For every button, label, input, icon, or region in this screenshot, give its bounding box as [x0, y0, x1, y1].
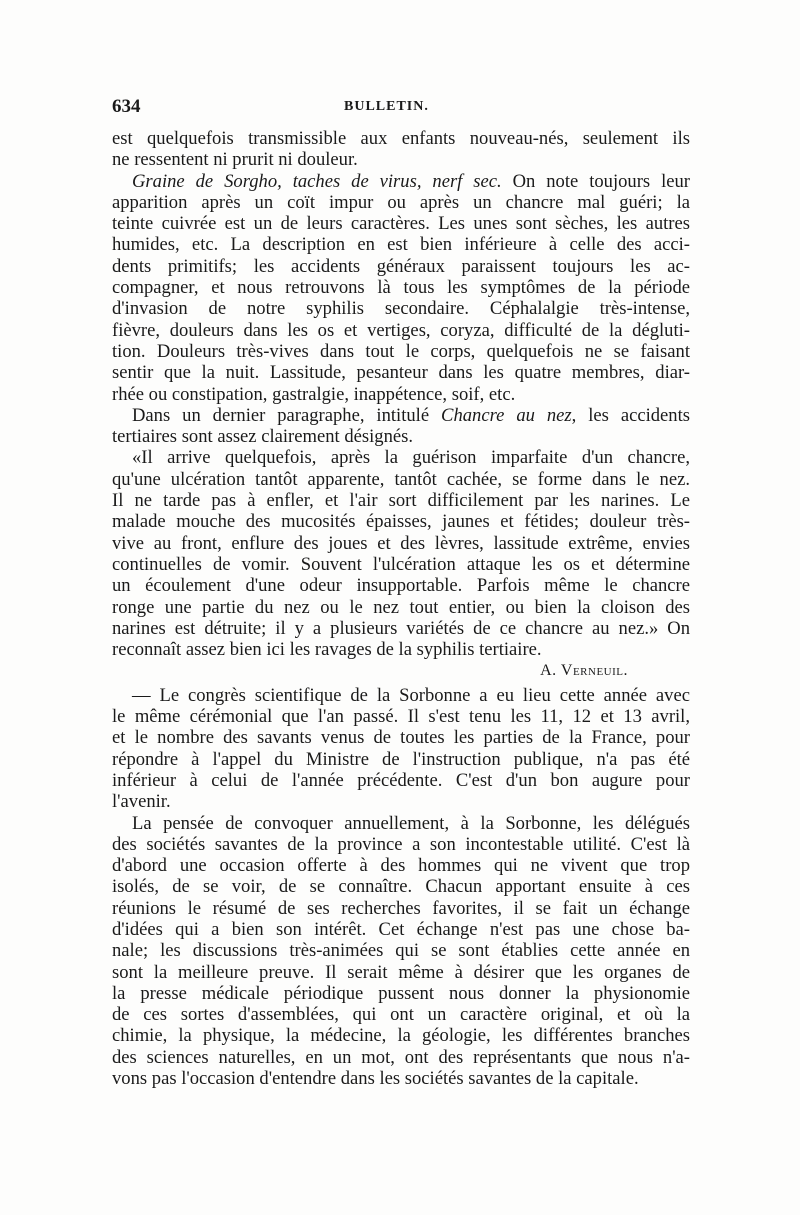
text-line: teinte cuivrée est un de leurs caractères. Les unes sont sèches, les autres: [112, 213, 690, 235]
text-line: le même cérémonial que l'an passé. Il s'est tenu les 11, 12 et 13 avril,: [112, 706, 690, 728]
text-line: chimie, la physique, la médecine, la géologie, les différentes branches: [112, 1025, 690, 1047]
body-text: [112, 128, 690, 1089]
section-sorbonne-congress: [112, 685, 690, 1090]
text-line: narines est détruite; il y a plusieurs variétés de ce chancre au nez.» On: [112, 617, 690, 639]
text-line-italic-lead: Graine de Sorgho, taches de virus, nerf sec. On note toujours leur: [132, 170, 690, 192]
text-line: un écoulement d'une odeur insupportable. Parfois même le chancre: [112, 575, 690, 597]
text-line: nale; les discussions très-animées qui se sont établies cette année en: [112, 940, 690, 962]
text-line: sont la meilleure preuve. Il serait même à désirer que les organes de: [112, 961, 690, 983]
text-line: qu'une ulcération tantôt apparente, tantôt cachée, se forme dans le nez.: [112, 468, 690, 490]
text-line: est quelquefois transmissible aux enfants nouveau-nés, seulement ils: [112, 128, 690, 149]
text-line: — Le congrès scientifique de la Sorbonne a eu lieu cette année avec: [132, 684, 690, 706]
section-syphilis-text: [112, 128, 690, 682]
text-line: répondre à l'appel du Ministre de l'instruction publique, n'a pas été: [112, 748, 690, 770]
text-line: fièvre, douleurs dans les os et vertiges, coryza, difficulté de la dégluti-: [112, 319, 690, 341]
running-head: BULLETIN.: [344, 99, 429, 114]
text-line: «Il arrive quelquefois, après la guérison imparfaite d'un chancre,: [132, 447, 690, 469]
text-line: malade mouche des mucosités épaisses, jaunes et fétides; douleur très-: [112, 511, 690, 533]
text-line: des sciences naturelles, en un mot, ont des représentants que nous n'a-: [112, 1046, 690, 1068]
text-line: rhée ou constipation, gastralgie, inappétence, soif, etc.: [112, 383, 516, 405]
text-line: reconnaît assez bien ici les ravages de la syphilis tertiaire.: [112, 639, 542, 661]
text-line: sentir que la nuit. Lassitude, pesanteur dans les quatre membres, diar-: [112, 362, 690, 384]
text-line: tion. Douleurs très-vives dans tout le corps, quelquefois ne se faisant: [112, 340, 690, 362]
text-line: d'abord une occasion offerte à des hommes qui ne vivent que trop: [112, 855, 690, 877]
text-line: dents primitifs; les accidents généraux paraissent toujours les ac-: [112, 255, 690, 277]
page-header: [112, 96, 690, 122]
text-line: d'idées qui a bien son intérêt. Cet échange n'est pas une chose ba-: [112, 918, 690, 940]
text-line: la presse médicale périodique pussent nous donner la physionomie: [112, 982, 690, 1004]
text-line: inférieur à celui de l'année précédente. C'est d'un bon augure pour: [112, 769, 690, 791]
author-signature: A. Verneuil.: [540, 662, 628, 680]
text-line: d'invasion de notre syphilis secondaire. Céphalalgie très-intense,: [112, 298, 690, 320]
text-line: ronge une partie du nez ou le nez tout entier, ou bien la cloison des: [112, 596, 690, 618]
text-line: humides, etc. La description en est bien inférieure à celle des acci-: [112, 234, 690, 256]
text-line: vive au front, enflure des joues et des lèvres, lassitude extrême, envies: [112, 532, 690, 554]
text-line: Il ne tarde pas à enfler, et l'air sort difficilement par les narines. Le: [112, 490, 690, 512]
text-line: l'avenir.: [112, 791, 171, 813]
page-number: 634: [112, 96, 141, 117]
text-line: tertiaires sont assez clairement désignés.: [112, 426, 414, 448]
text-line: réunions le résumé de ses recherches favorites, il se fait un échange: [112, 897, 690, 919]
text-line: La pensée de convoquer annuellement, à la Sorbonne, les délégués: [132, 812, 690, 834]
text-line-italic-inline: Dans un dernier paragraphe, intitulé Chancre au nez, les accidents: [132, 404, 690, 426]
text-line: compagner, et nous retrouvons là tous les symptômes de la période: [112, 277, 690, 299]
text-line: isolés, de se voir, de se connaître. Chacun apportant ensuite à ces: [112, 876, 690, 898]
text-line: continuelles de vomir. Souvent l'ulcération attaque les os et détermine: [112, 553, 690, 575]
text-line: apparition après un coït impur ou après un chancre mal guéri; la: [112, 191, 690, 213]
text-line: vons pas l'occasion d'entendre dans les sociétés savantes de la capitale.: [112, 1068, 639, 1090]
text-line: et le nombre des savants venus de toutes les parties de la France, pour: [112, 727, 690, 749]
text-line: ne ressentent ni prurit ni douleur.: [112, 149, 358, 171]
text-line: des sociétés savantes de la province a son incontestable utilité. C'est là: [112, 833, 690, 855]
text-line: de ces sortes d'assemblées, qui ont un caractère original, et où la: [112, 1004, 690, 1026]
